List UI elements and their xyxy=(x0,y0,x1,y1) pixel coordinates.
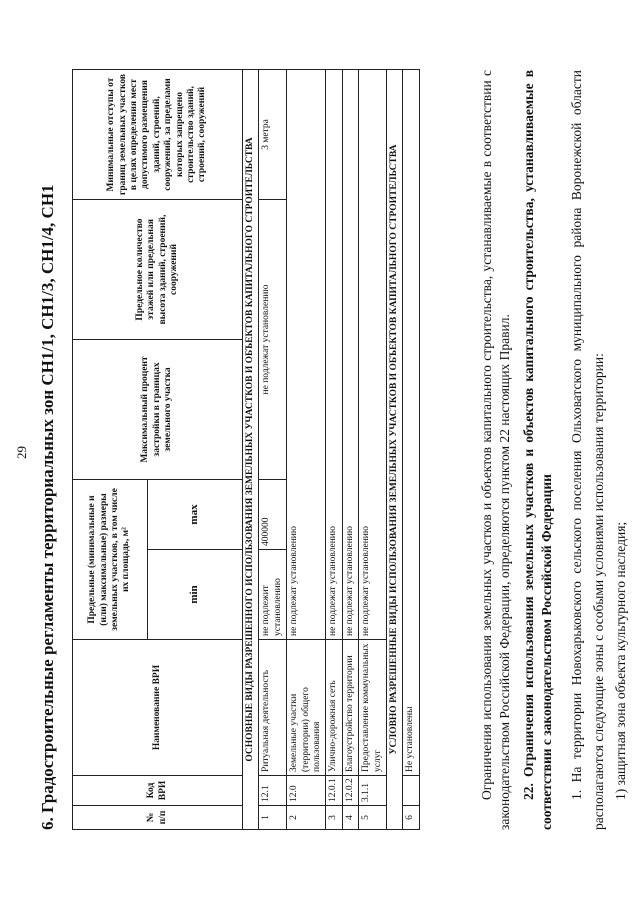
header-floors: Предельное количество этажей или предельная высота зданий, строений, сооружений xyxy=(73,200,243,340)
paragraph-restrictions-reference: Ограничения использования земельных участков и объектов капитального строительства, устанавливаемые в соответствии с законодательством Российской Федерации, определяются пунктом 22 настоящих Правил. xyxy=(479,70,512,830)
table-row xyxy=(259,70,287,830)
row-num: 4 xyxy=(342,806,358,830)
table-row xyxy=(287,70,326,830)
row-num: 6 xyxy=(403,806,419,830)
row-num: 1 xyxy=(259,806,287,830)
row-name: Улично-дорожная сеть xyxy=(326,640,342,776)
table-header-row xyxy=(73,70,148,830)
section-row-main xyxy=(243,70,259,830)
header-num: № п/п xyxy=(73,806,243,830)
row-values: не подлежат установлению xyxy=(359,70,387,640)
row-name: Предоставление коммунальных услуг xyxy=(359,640,387,776)
section-main-label: ОСНОВНЫЕ ВИДЫ РАЗРЕШЕННОГО ИСПОЛЬЗОВАНИЯ ЗЕМЕЛЬНЫХ УЧАСТКОВ И ОБЪЕКТОВ КАПИТАЛЬНОГО СТРОИТЕЛЬСТВА xyxy=(243,70,259,830)
row-setback: 3 метра xyxy=(259,70,287,200)
header-min: min xyxy=(148,550,243,640)
row-min: не подлежит установлению xyxy=(259,550,287,640)
row-num: 3 xyxy=(326,806,342,830)
table-row xyxy=(326,70,342,830)
row-percent: не подлежат установлению xyxy=(259,200,287,480)
row-code: 3.1.1 xyxy=(359,776,387,806)
row-code: 12.0.1 xyxy=(326,776,342,806)
row-code: 12.1 xyxy=(259,776,287,806)
header-setback: Минимальные отступы от границ земельных участков в целях определения мест допустимого размещения зданий, строений, сооружений, за пределами которых запрещено строительство зданий, строений, сооружений xyxy=(73,70,243,200)
table-row xyxy=(359,70,387,830)
header-max: max xyxy=(148,480,243,550)
row-num: 2 xyxy=(287,806,326,830)
row-max: 400000 xyxy=(259,480,287,550)
page-number: 29 xyxy=(14,446,29,459)
row-num: 5 xyxy=(359,806,387,830)
row-name: Ритуальная деятельность xyxy=(259,640,287,776)
row-name: Благоустройство территории xyxy=(342,640,358,776)
header-name: Наименование ВРИ xyxy=(73,640,243,776)
row-values: не подлежат установлению xyxy=(326,70,342,640)
section-row-conditional xyxy=(386,70,402,830)
row-code xyxy=(403,776,419,806)
row-code: 12.0.2 xyxy=(342,776,358,806)
regulations-table xyxy=(72,69,420,830)
section-title: 6. Градостроительные регламенты территориальных зон СН1/1, СН1/3, СН1/4, СН1 xyxy=(38,184,57,830)
row-code: 12.0 xyxy=(287,776,326,806)
header-size: Предельные (минимальные и (или) максимальные) размеры земельных участков, в том числе их площадь, м² xyxy=(73,480,148,640)
paragraph-zone-item-1: 1) защитная зона объекта культурного наследия; xyxy=(613,521,628,800)
header-percent: Максимальный процент застройки в границах земельного участка xyxy=(73,340,243,480)
row-name: Земельные участки (территории) общего пользования xyxy=(287,640,326,776)
table-row xyxy=(342,70,358,830)
row-name: Не установлены xyxy=(403,70,419,776)
header-code: Код ВРИ xyxy=(73,776,243,806)
row-values: не подлежат установлению xyxy=(342,70,358,640)
paragraph-heading-22: 22. Ограничения использования земельных участков и объектов капитального строительства, устанавливаемые в соответствии с законодательством Российской Федерации xyxy=(521,70,554,830)
section-conditional-label: УСЛОВНО РАЗРЕШЕННЫЕ ВИДЫ ИСПОЛЬЗОВАНИЯ ЗЕМЕЛЬНЫХ УЧАСТКОВ И ОБЪЕКТОВ КАПИТАЛЬНОГО СТРОИТЕЛЬСТВА xyxy=(386,70,402,830)
paragraph-zones-intro: 1. На территории Новохарьковского сельского поселения Ольховатского муниципального района Воронежской области располагаются следующие зоны с особыми условиями использования территории: xyxy=(569,70,606,830)
table-row xyxy=(403,70,419,830)
row-values: не подлежат установлению xyxy=(287,70,326,640)
